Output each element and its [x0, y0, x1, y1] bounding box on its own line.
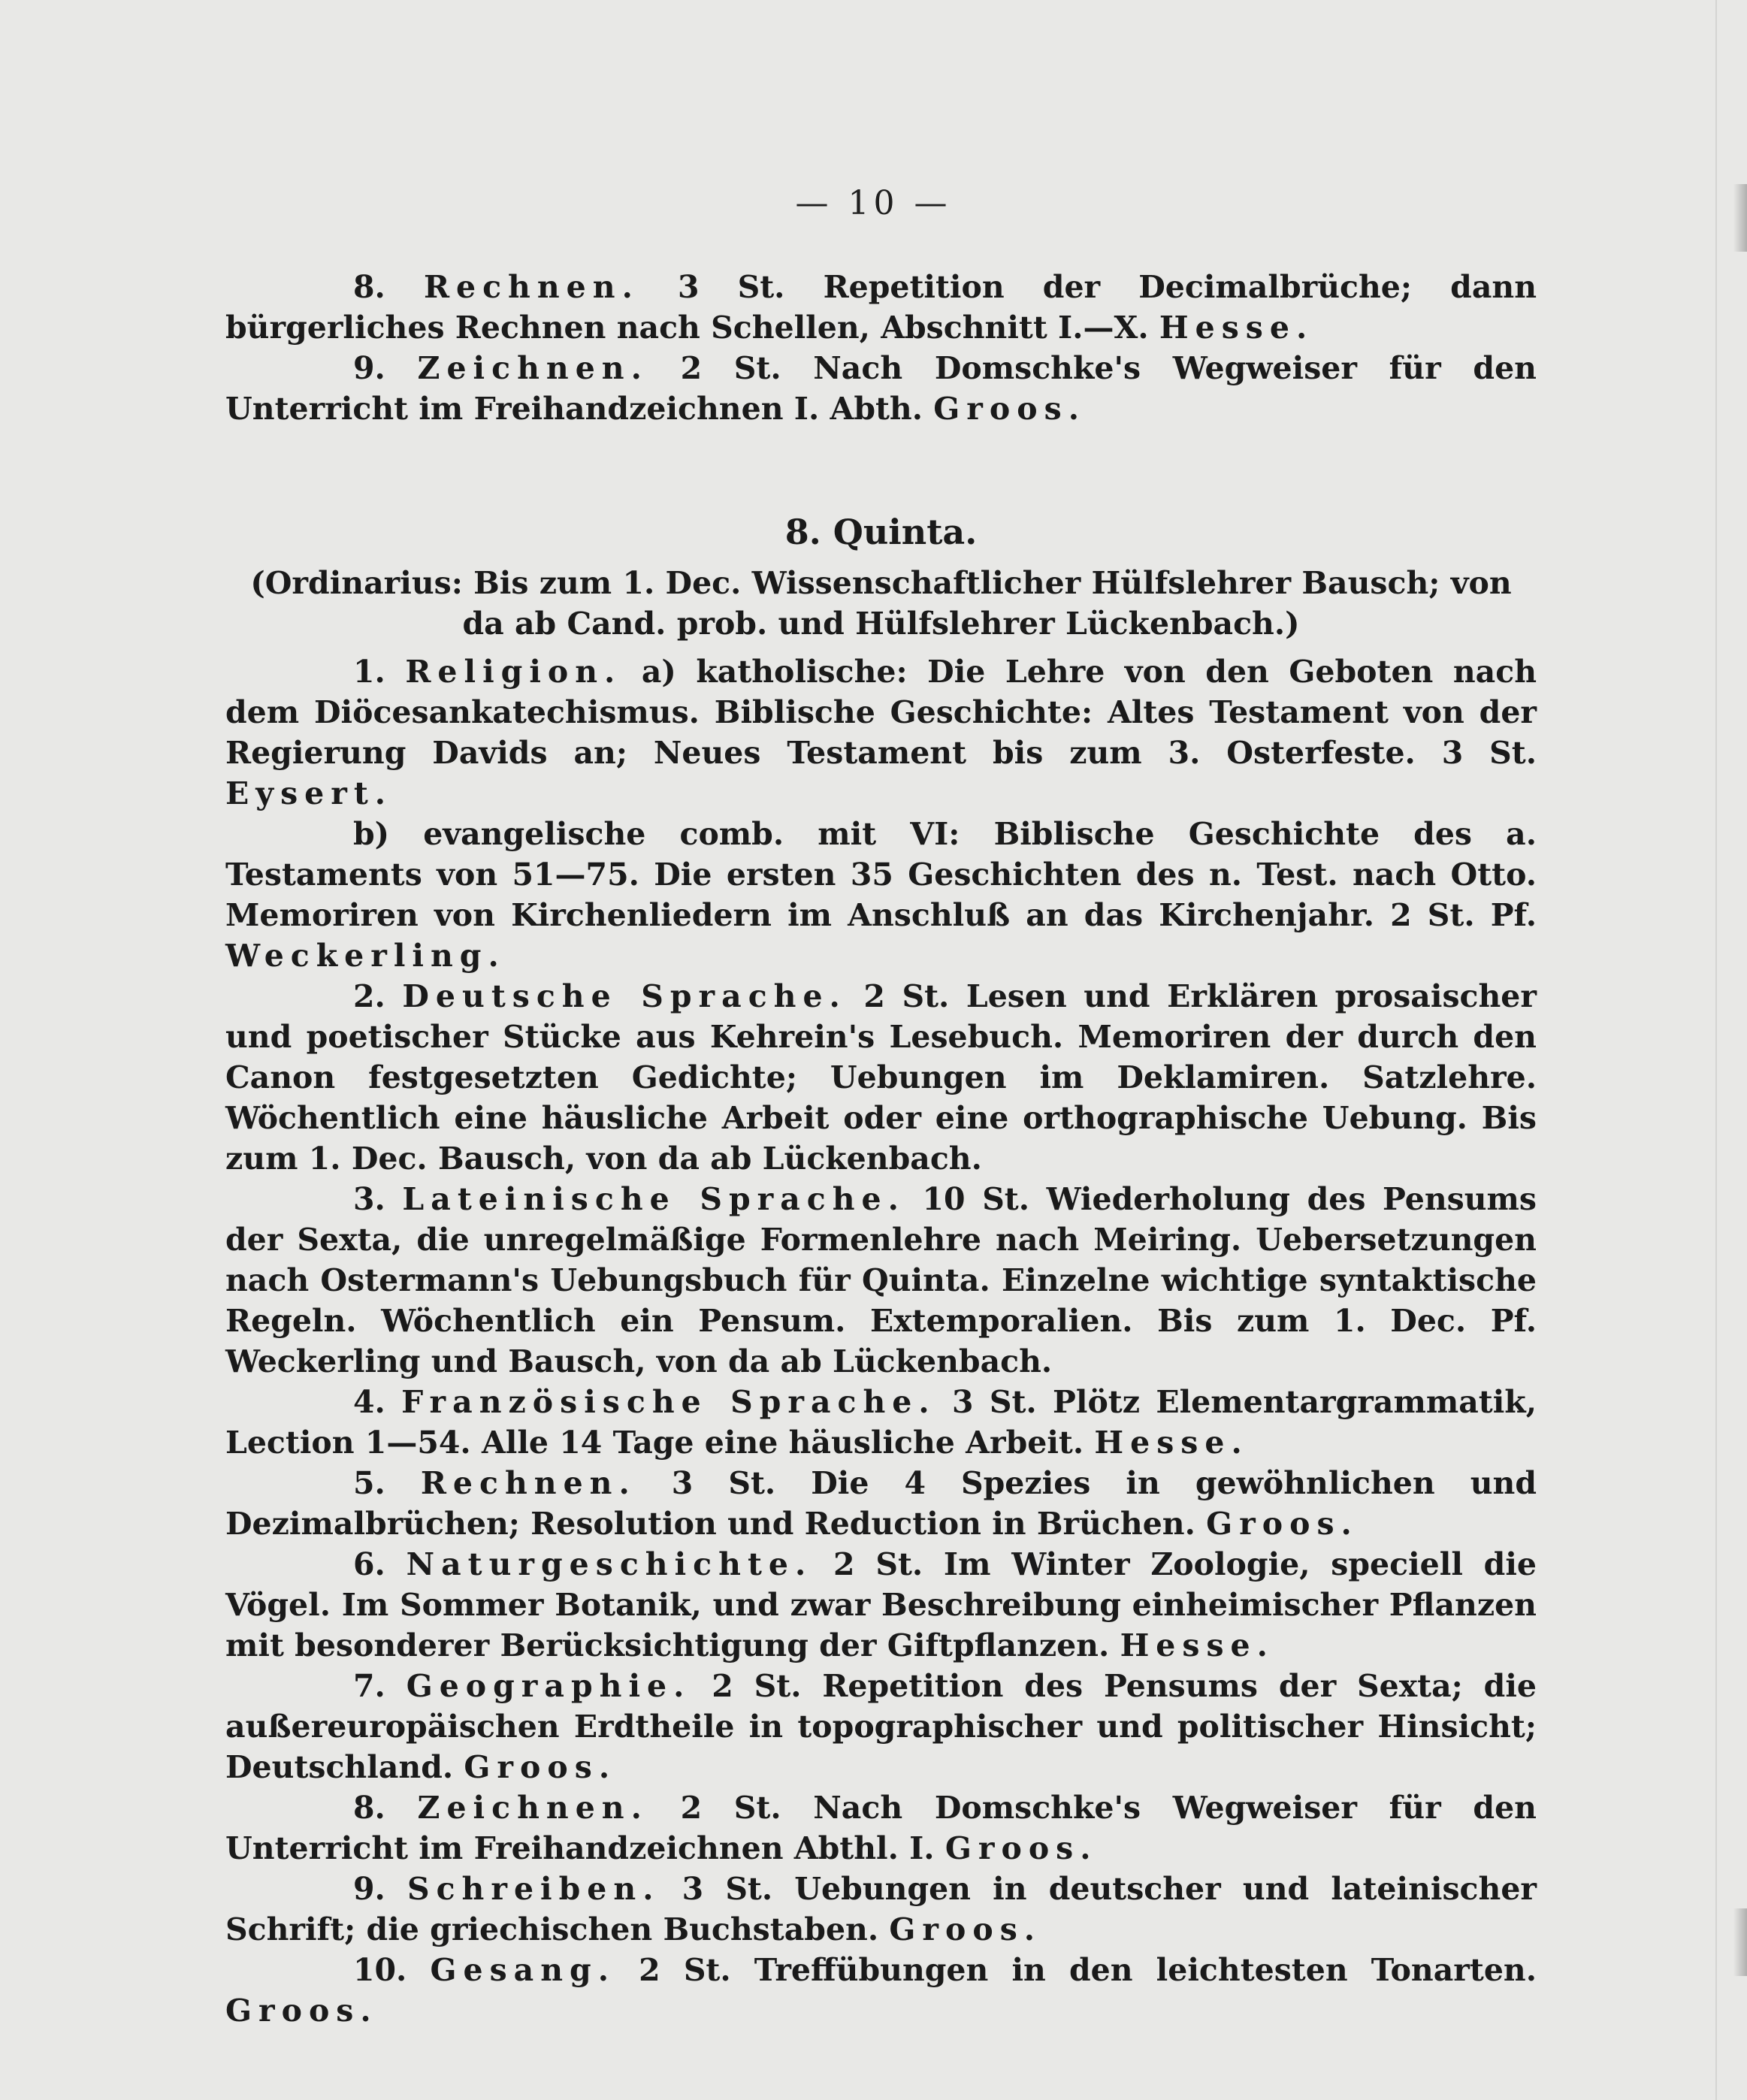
- teacher-name: Groos.: [464, 1749, 617, 1785]
- section-heading: 8. Quinta.: [784, 512, 978, 552]
- subject-label: Geographie.: [406, 1668, 691, 1704]
- teacher-name: Hesse.: [1159, 310, 1314, 346]
- list-item: 4. Französische Sprache. 3 St. Plötz Elementargrammatik, Lection 1—54. Alle 14 Tage eine häusliche Arbeit. Hesse.: [225, 1384, 1537, 1461]
- teacher-name: Eysert.: [225, 775, 393, 811]
- list-item: 8. Rechnen. 3 St. Repetition der Decimalbrüche; dann bürgerliches Rechnen nach Schellen, Abschnitt I.—X. Hesse.: [225, 269, 1537, 346]
- subject-label: Rechnen.: [423, 269, 639, 305]
- teacher-name: Groos.: [945, 1830, 1098, 1866]
- list-item: 9. Zeichnen. 2 St. Nach Domschke's Wegweiser für den Unterricht im Freihandzeichnen I. Abth. Groos.: [225, 350, 1537, 427]
- teacher-name: Groos.: [225, 1993, 378, 2029]
- list-item: 8. Zeichnen. 2 St. Nach Domschke's Wegweiser für den Unterricht im Freihandzeichnen Abthl. I. Groos.: [225, 1790, 1537, 1866]
- list-item: 7. Geographie. 2 St. Repetition des Pensums der Sexta; die außereuropäischen Erdtheile in topographischer und politischer Hinsicht; Deutschland. Groos.: [225, 1668, 1537, 1785]
- ordinarius-note: (Ordinarius: Bis zum 1. Dec. Wissenschaftlicher Hülfslehrer Bausch; von da ab Cand. prob. und Hülfslehrer Lückenbach.): [250, 565, 1512, 642]
- subject-label: Rechnen.: [420, 1465, 636, 1501]
- list-item: 10. Gesang. 2 St. Treffübungen in den leichtesten Tonarten. Groos.: [225, 1952, 1537, 2029]
- subject-label: Zeichnen.: [417, 1790, 648, 1826]
- list-item: 3. Lateinische Sprache. 10 St. Wiederholung des Pensums der Sexta, die unregelmäßige Formenlehre nach Meiring. Uebersetzungen nach Ostermann's Uebungsbuch für Quinta. Einzelne wichtige syntaktische Regeln. Wöchentlich ein Pensum. Extemporalien. Bis zum 1. Dec. Pf. Weckerling und Bausch, von da ab Lückenbach.: [225, 1181, 1537, 1379]
- page-edge-shadow: [1715, 0, 1717, 2100]
- teacher-name: Weckerling.: [225, 938, 506, 974]
- subject-label: Deutsche Sprache.: [402, 978, 847, 1014]
- subject-label: Naturgeschichte.: [406, 1546, 813, 1582]
- list-item: 9. Schreiben. 3 St. Uebungen in deutscher und lateinischer Schrift; die griechischen Buchstaben. Groos.: [225, 1871, 1537, 1947]
- list-item: 2. Deutsche Sprache. 2 St. Lesen und Erklären prosaischer und poetischer Stücke aus Kehrein's Lesebuch. Memoriren der durch den Canon festgesetzten Gedichte; Uebungen im Deklamiren. Satzlehre. Wöchentlich eine häusliche Arbeit oder eine orthographische Uebung. Bis zum 1. Dec. Bausch, von da ab Lückenbach.: [225, 978, 1537, 1177]
- teacher-name: Groos.: [1206, 1506, 1359, 1542]
- subject-label: Französische Sprache.: [401, 1384, 936, 1420]
- list-item: 5. Rechnen. 3 St. Die 4 Spezies in gewöhnlichen und Dezimalbrüchen; Resolution und Reduction in Brüchen. Groos.: [225, 1465, 1537, 1542]
- list-item: b) evangelische comb. mit VI: Biblische Geschichte des a. Testaments von 51—75. Die ersten 35 Geschichten des n. Test. nach Otto. Memoriren von Kirchenliedern im Anschluß an das Kirchenjahr. 2 St. Pf. Weckerling.: [225, 816, 1537, 974]
- page-body: [225, 267, 1537, 2031]
- subject-label: Zeichnen.: [417, 350, 648, 386]
- list-item: 6. Naturgeschichte. 2 St. Im Winter Zoologie, speciell die Vögel. Im Sommer Botanik, und zwar Beschreibung einheimischer Pflanzen mit besonderer Berücksichtigung der Giftpflanzen. Hesse.: [225, 1546, 1537, 1663]
- teacher-name: Groos.: [933, 391, 1086, 427]
- subject-label: Schreiben.: [407, 1871, 660, 1907]
- subject-label: Gesang.: [430, 1952, 615, 1988]
- teacher-name: Hesse.: [1120, 1627, 1274, 1663]
- list-item: 1. Religion. a) katholische: Die Lehre von den Geboten nach dem Diöcesankatechismus. Biblische Geschichte: Altes Testament von der Regierung Davids an; Neues Testament bis zum 3. Osterfeste. 3 St. Eysert.: [225, 654, 1537, 811]
- teacher-name: Groos.: [889, 1911, 1042, 1947]
- subject-label: Lateinische Sprache.: [402, 1181, 905, 1217]
- teacher-name: Hesse.: [1094, 1425, 1249, 1461]
- page-number: — 10 —: [795, 184, 952, 222]
- subject-label: Religion.: [405, 654, 622, 690]
- page-edge-tear: [1733, 1908, 1747, 1976]
